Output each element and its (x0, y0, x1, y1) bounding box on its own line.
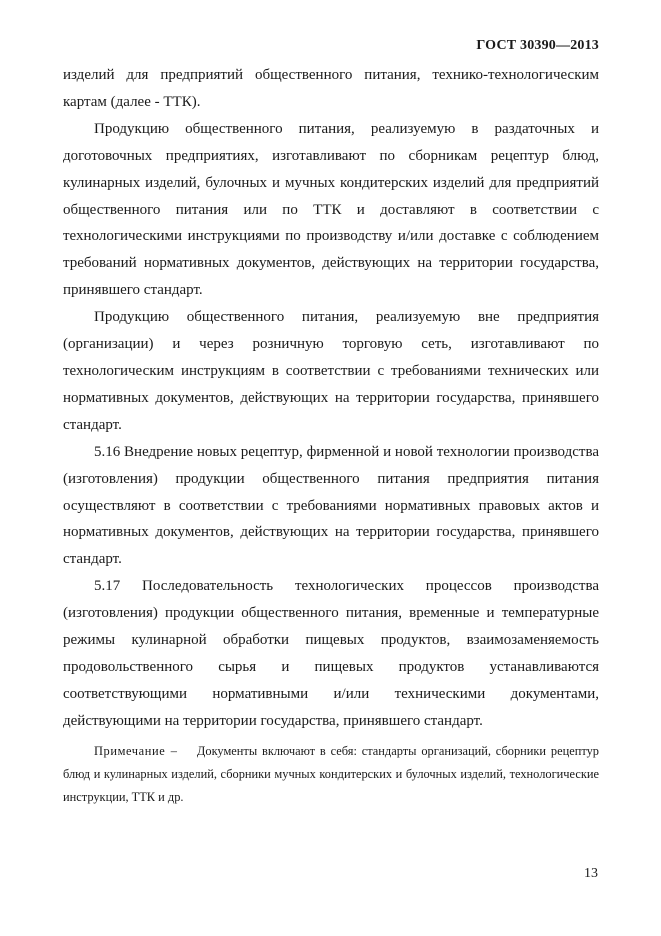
page-number: 13 (584, 866, 598, 881)
paragraph-retail: Продукцию общественного питания, реализуемую вне предприятия (организации) и через розничную торговую сеть, изготавливают по технологическим инструкциям в соответствии с требованиями технических или нормативных документов, действующих на территории государства, принявшего стандарт. (63, 309, 599, 433)
paragraph-5-17: 5.17 Последовательность технологических процессов производства (изготовления) продукции общественного питания, временные и температурные режимы кулинарной обработки пищевых продуктов, взаимозаменяемость продовольственного сырья и пищевых продуктов устанавливаются соответствующими нормативными и/или техническими документами, действующими на территории государства, принявшего стандарт. (63, 578, 599, 729)
paragraph-continuation: изделий для предприятий общественного питания, технико-технологическим картам (далее - ТТК). (63, 67, 599, 110)
document-body (63, 62, 599, 809)
standard-header: ГОСТ 30390—2013 (476, 38, 599, 53)
paragraph-distribution: Продукцию общественного питания, реализуемую в раздаточных и доготовочных предприятиях, изготавливают по сборникам рецептур блюд, кулинарных изделий, булочных и мучных кондитерских изделий для предприятий общественного питания или по ТТК и доставляют в соответствии с технологическими инструкциями по производству и/или доставке с соблюдением требований нормативных документов, действующих на территории государства, принявшего стандарт. (63, 120, 599, 299)
note (63, 740, 599, 809)
note-label: Примечание – (94, 743, 178, 758)
paragraph-5-16: 5.16 Внедрение новых рецептур, фирменной и новой технологии производства (изготовления) продукции общественного питания предприятия питания осуществляют в соответствии с требованиями нормативных правовых актов и нормативных документов, действующих на территории государства, принявшего стандарт. (63, 443, 599, 568)
note-text: Документы включают в себя: стандарты организаций, сборники рецептур блюд и кулинарных изделий, сборники мучных кондитерских и булочных изделий, технологические инструкции, ТТК и др. (63, 743, 600, 804)
